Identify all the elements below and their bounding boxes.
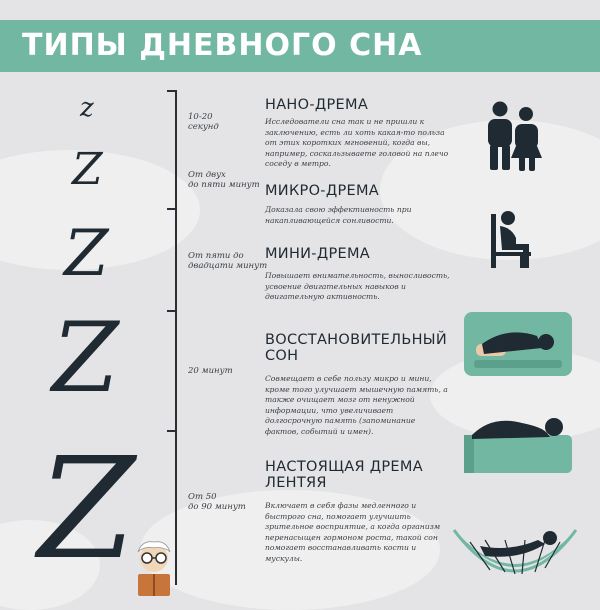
z-letter: Z	[38, 428, 136, 591]
sleep-type-title: МИНИ-ДРЕМА	[265, 246, 371, 262]
sleep-type-title: НАСТОЯЩАЯ ДРЕМА ЛЕНТЯЯ	[265, 459, 423, 491]
timeline-tick	[167, 310, 177, 312]
page-title: ТИПЫ ДНЕВНОГО СНА	[22, 28, 423, 63]
professor-reading-icon	[128, 538, 180, 600]
sleep-type-description: Включает в себя фазы медленного и быстрого сна, помогает улучшить зрительное восприятие, а когда организм перенасыщен гормоном роста, такой сон помогает восстанавливать кости и мускулы.	[265, 501, 441, 563]
sleep-type-description: Повышает внимательность, выносливость, усвоение двигательных навыков и двигательную активность.	[265, 271, 450, 301]
two-people-standing-icon	[480, 100, 550, 175]
timeline-axis	[175, 90, 177, 585]
time-mark: 10-20 секунд	[188, 112, 219, 132]
timeline-tick	[167, 430, 177, 432]
time-mark: 20 минут	[188, 366, 233, 376]
time-mark: От 50 до 90 минут	[188, 492, 246, 512]
person-on-sofa-icon	[462, 308, 574, 378]
z-letter: z	[80, 93, 94, 123]
z-letter: Z	[64, 217, 109, 291]
timeline-tick	[167, 90, 177, 92]
person-in-bed-icon	[462, 405, 574, 475]
time-mark: От двух до пяти минут	[188, 170, 260, 190]
sleep-type-title: ВОССТАНОВИТЕЛЬНЫЙ СОН	[265, 332, 448, 364]
timeline-tick	[167, 208, 177, 210]
sleep-type-description: Доказала свою эффективность при накапливающейся сонливости.	[265, 205, 412, 225]
sleep-type-title: НАНО-ДРЕМА	[265, 97, 369, 113]
sleep-type-description: Исследователи сна так и не пришли к заключению, есть ли хоть какая-то польза от этих коротких мгновений, когда вы, например, соскальзываете головой на плечо соседу в метро.	[265, 117, 449, 168]
time-mark: От пяти до двадцати минут	[188, 251, 268, 271]
sleep-type-description: Совмещает в себе пользу микро и мини, кроме того улучшает мышечную память, а также очищает мозг от ненужной информации, что увеличивает долгосрочную память (запоминание фактов, событий и имен).	[265, 374, 448, 436]
person-sitting-chair-icon	[490, 208, 540, 270]
z-letter: Z	[72, 144, 103, 195]
z-letter: Z	[52, 302, 119, 414]
sleep-type-title: МИКРО-ДРЕМА	[265, 183, 380, 199]
person-in-hammock-icon	[450, 522, 580, 592]
